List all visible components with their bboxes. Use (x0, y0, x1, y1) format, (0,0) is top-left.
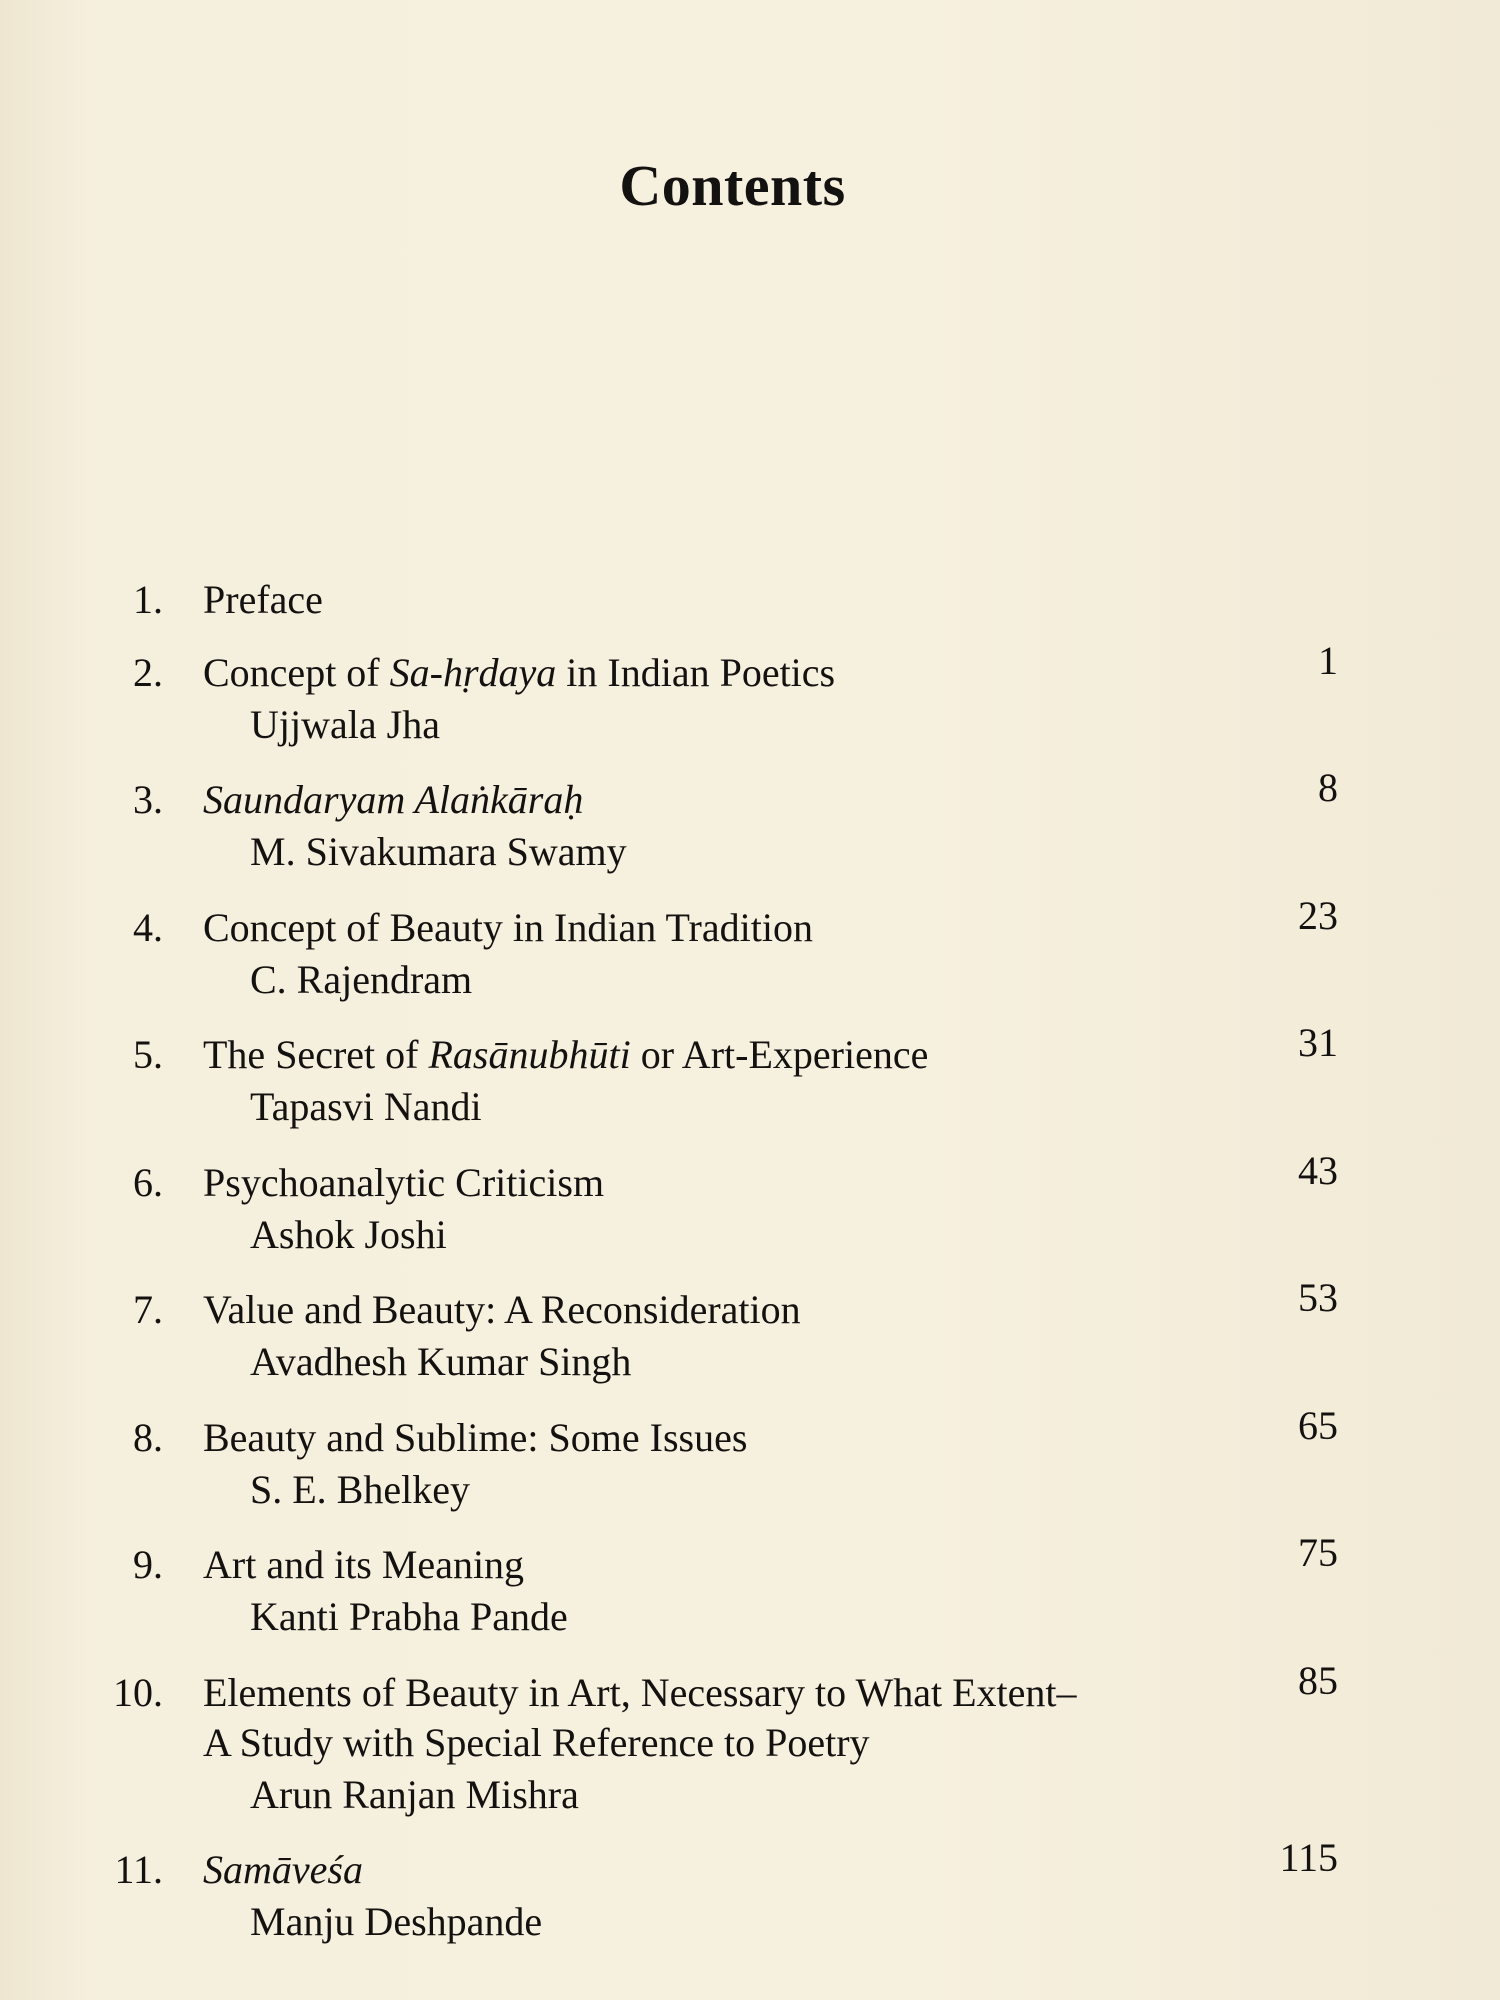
entry-title-text: Value and Beauty: A Reconsideration (203, 1287, 801, 1332)
entry-title (203, 1158, 1283, 1208)
entry-number: 3. (133, 777, 163, 822)
entry-author: Avadhesh Kumar Singh (250, 1339, 632, 1384)
entry-title-text: Elements of Beauty in Art, Necessary to What Extent– A Study with Special Reference to Poetry (203, 1670, 1077, 1765)
entry-title-text: The Secret of (203, 1032, 429, 1077)
entry-title (203, 1668, 1283, 1768)
entry-number: 5. (133, 1032, 163, 1077)
entry-page-number: 115 (1279, 1835, 1338, 1880)
entry-title-text: Concept of Beauty in Indian Tradition (203, 905, 813, 950)
entry-number: 4. (133, 905, 163, 950)
entry-title-italic: Rasānubhūti (428, 1032, 631, 1077)
entry-title-italic: Saundaryam Alaṅkāraḥ (203, 777, 584, 822)
entry-page-number: 23 (1298, 893, 1338, 938)
entry-page-number: 85 (1298, 1658, 1338, 1703)
entry-page-number: 65 (1298, 1403, 1338, 1448)
entry-title-text: Preface (203, 577, 323, 622)
entry-number: 8. (133, 1415, 163, 1460)
entry-page-number: 53 (1298, 1275, 1338, 1320)
entry-author: Manju Deshpande (250, 1899, 543, 1944)
entry-title (203, 1285, 1283, 1335)
entry-number: 7. (133, 1287, 163, 1332)
entry-author: Kanti Prabha Pande (250, 1594, 568, 1639)
entry-title-text: Psychoanalytic Criticism (203, 1160, 605, 1205)
entry-title-text: Art and its Meaning (203, 1542, 525, 1587)
page-title: Contents (619, 153, 846, 218)
entry-page-number: 43 (1298, 1148, 1338, 1193)
entry-page-number: 75 (1298, 1530, 1338, 1575)
entry-title (203, 903, 1283, 953)
entry-title-text: Concept of (203, 650, 390, 695)
entry-author: Arun Ranjan Mishra (250, 1772, 579, 1817)
entry-author: C. Rajendram (250, 957, 473, 1002)
entry-title (203, 1030, 1283, 1080)
entry-title-text: or Art-Experience (630, 1032, 929, 1077)
entry-author: M. Sivakumara Swamy (250, 829, 627, 874)
entry-number: 10. (113, 1670, 163, 1715)
entry-author: Tapasvi Nandi (250, 1084, 482, 1129)
entry-page-number: 1 (1318, 638, 1338, 683)
entry-number: 6. (133, 1160, 163, 1205)
entry-number: 11. (114, 1847, 163, 1892)
entry-title (203, 1845, 1283, 1895)
entry-title (203, 648, 1283, 698)
entry-author: Ashok Joshi (250, 1212, 447, 1257)
entry-title (203, 1413, 1283, 1463)
entry-title-italic: Samāveśa (203, 1847, 363, 1892)
entry-page-number: 8 (1318, 765, 1338, 810)
entry-title (203, 575, 1283, 625)
entry-number: 9. (133, 1542, 163, 1587)
entry-page-number: 31 (1298, 1020, 1338, 1065)
entry-title (203, 775, 1283, 825)
entry-number: 2. (133, 650, 163, 695)
entry-title-text: Beauty and Sublime: Some Issues (203, 1415, 748, 1460)
entry-title-text: in Indian Poetics (556, 650, 836, 695)
entry-author: Ujjwala Jha (250, 702, 440, 747)
entry-title-italic: Sa-hṛdaya (389, 650, 557, 695)
entry-title (203, 1540, 1283, 1590)
entry-author: S. E. Bhelkey (250, 1467, 470, 1512)
entry-number: 1. (133, 577, 163, 622)
